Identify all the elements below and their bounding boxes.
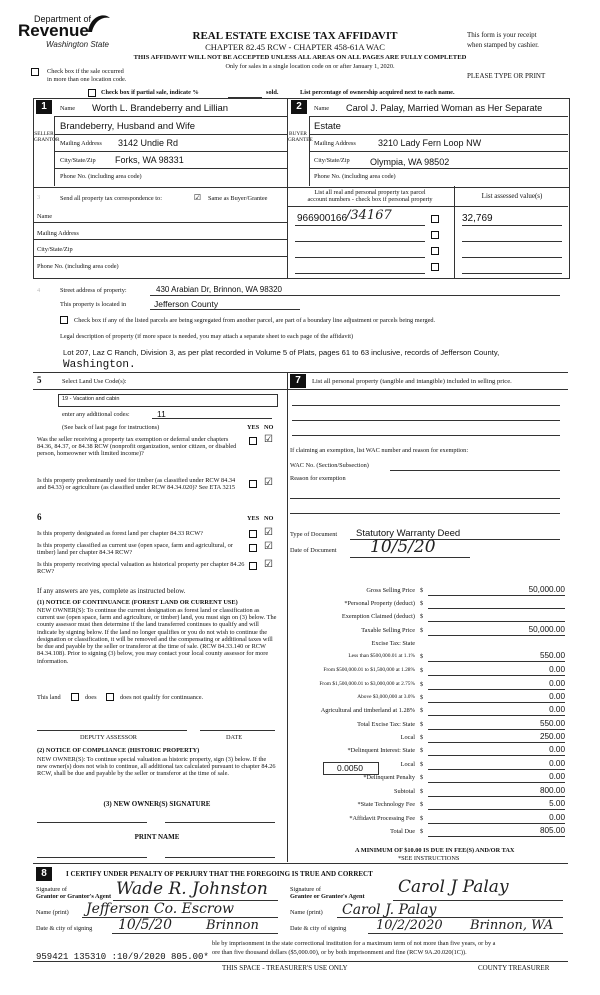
- calc-line: [428, 809, 565, 810]
- receipt-line-2: when stamped by cashier.: [467, 41, 539, 49]
- treasurer-use-label: THIS SPACE - TREASURER'S USE ONLY: [222, 964, 348, 972]
- form-subtitle: CHAPTER 82.45 RCW - CHAPTER 458-61A WAC: [205, 42, 385, 52]
- section-5-number: 5: [37, 375, 42, 385]
- county[interactable]: Jefferson County: [154, 299, 219, 309]
- grantor-sig-label-1: Signature of: [36, 886, 67, 893]
- calc-personal-label: *Personal Property (deduct): [344, 600, 415, 607]
- buyer-side-label: BUYER GRANTEE: [288, 131, 313, 143]
- dollar-sign: $: [420, 681, 424, 688]
- county-treasurer-label: COUNTY TREASURER: [478, 964, 550, 972]
- additional-codes[interactable]: 11: [157, 409, 166, 419]
- calc-taxable-value[interactable]: 50,000.00: [528, 625, 565, 634]
- calc-line: [428, 742, 565, 743]
- sec6-question-3: Is this property receiving special valuation as historical property per chapter 84.26 RCW?: [37, 561, 245, 576]
- seller-name-2[interactable]: Brandeberry, Husband and Wife: [60, 121, 196, 132]
- calc-gross-label: Gross Selling Price: [366, 587, 415, 594]
- calc-excise-state-label: Excise Tax: State: [371, 640, 415, 647]
- parcel-number[interactable]: 966900166: [297, 213, 348, 224]
- calc-tier4-label: Above $3,000,000 at 3.0%: [357, 694, 415, 700]
- dollar-sign: $: [420, 653, 424, 660]
- sec6-yes-label: YES: [247, 515, 260, 522]
- calc-delinq-int-state-label: *Delinquent Interest: State: [347, 747, 415, 754]
- corr-mail-label: Mailing Address: [37, 230, 79, 237]
- land-qualify-a: This land: [37, 694, 61, 701]
- calc-line: [428, 755, 565, 756]
- calc-exemption-label: Exemption Claimed (deduct): [341, 613, 415, 620]
- perjury-line-1: ble by imprisonment in the state correctional institution for a maximum term of not more than five years, or by a: [212, 940, 496, 947]
- dollar-sign: $: [420, 747, 424, 754]
- parcel-2-personal-checkbox[interactable]: [431, 231, 439, 239]
- calc-tier1-value[interactable]: 550.00: [539, 651, 565, 660]
- please-type: PLEASE TYPE OR PRINT: [467, 72, 546, 80]
- notice-1-title: (1) NOTICE OF CONTINUANCE (FOREST LAND OR CURRENT USE): [37, 599, 238, 606]
- calc-total-due-label: Total Due: [390, 828, 415, 835]
- section-3-number: 3: [37, 194, 41, 201]
- sec6-q1-no-checkbox[interactable]: ☑: [264, 527, 273, 538]
- corr-city-label: City/State/Zip: [37, 246, 73, 253]
- exemption-label: If claiming an exemption, list WAC number and reason for exemption:: [290, 447, 469, 454]
- land-use-code: 19 - Vacation and cabin: [62, 396, 120, 402]
- calc-gross-value[interactable]: 50,000.00: [528, 585, 565, 594]
- see-back-text: (See back of last page for instructions): [62, 424, 160, 431]
- new-owner-signature-label: (3) NEW OWNER(S) SIGNATURE: [103, 800, 211, 808]
- date-label: DATE: [226, 734, 243, 741]
- segregated-text: Check box if any of the listed parcels are being segregated from another parcel, are part of a boundary line adjustment or parcels being merged.: [74, 317, 436, 324]
- sec5-question-1: Was the seller receiving a property tax exemption or deferral under chapters 84.36, 84.37, or 84.38 RCW (nonprofit organization, senior citizen, or disabled person, homeowner with limited income)?: [37, 436, 237, 458]
- sec6-q2-yes-checkbox[interactable]: [249, 544, 257, 552]
- dollar-sign: $: [420, 694, 424, 701]
- grantee-name-label: Name (print): [290, 909, 323, 916]
- calc-delinq-int-state-value[interactable]: 0.00: [549, 745, 565, 754]
- assessed-header: List assessed value(s): [481, 192, 543, 200]
- grantee-sig-label-2: Grantee or Grantee's Agent: [290, 893, 365, 900]
- calc-agri-value[interactable]: 0.00: [549, 705, 565, 714]
- sec5-q1-yes-checkbox[interactable]: [249, 437, 257, 445]
- parcel-header-2: account numbers - check box if personal property: [307, 196, 433, 203]
- parcel-3-personal-checkbox[interactable]: [431, 247, 439, 255]
- calc-line: [428, 608, 565, 609]
- corr-phone-label: Phone No. (including area code): [37, 263, 119, 270]
- same-as-buyer-checkbox[interactable]: ☑: [193, 193, 202, 202]
- deputy-assessor-label: DEPUTY ASSESSOR: [80, 734, 137, 741]
- buyer-city-label: City/State/Zip: [314, 157, 350, 164]
- seller-side-label: SELLER GRANTOR: [34, 131, 60, 143]
- calc-line: [428, 715, 565, 716]
- sec5-yes-label: YES: [247, 424, 260, 431]
- parcel-4-personal-checkbox[interactable]: [431, 263, 439, 271]
- calc-line: [428, 702, 565, 703]
- land-does-not-checkbox[interactable]: [106, 693, 114, 701]
- sec5-no-label: NO: [264, 424, 274, 431]
- dor-logo-swoosh-icon: [84, 10, 112, 36]
- legal-label: Legal description of property (if more space is needed, you may attach a separate sheet to each page of the affidavit): [60, 333, 354, 340]
- grantee-print-name[interactable]: Carol J. Palay: [342, 902, 437, 918]
- calc-tier3-value[interactable]: 0.00: [549, 679, 565, 688]
- calc-line: [428, 782, 565, 783]
- calc-line: [428, 661, 565, 662]
- calc-total-state-label: Total Excise Tax: State: [357, 721, 415, 728]
- multi-location-text-2: in more than one location code.: [47, 76, 127, 83]
- section-1-number: 1: [36, 100, 52, 114]
- calc-line: [428, 769, 565, 770]
- calc-subtotal-label: Subtotal: [394, 788, 415, 795]
- grantor-sig-label-2: Grantor or Grantor's Agent: [36, 893, 112, 900]
- calc-line: [428, 621, 565, 622]
- calc-total-state-value[interactable]: 550.00: [539, 719, 565, 728]
- located-label: This property is located in: [60, 301, 127, 308]
- land-qualify-b: does: [85, 694, 97, 701]
- dollar-sign: $: [420, 774, 424, 781]
- legal-description-2[interactable]: Washington.: [63, 359, 136, 371]
- grantee-signature[interactable]: Carol J Palay: [398, 877, 509, 897]
- calc-taxable-label: Taxable Selling Price: [361, 627, 415, 634]
- seller-mail[interactable]: 3142 Undie Rd: [118, 138, 179, 148]
- notice-1-body: NEW OWNER(S): To continue the current designation as forest land or classification as current use (open space, farm and agriculture, or timber) land, you must sign on (3) below. The county assessor must then determine if the land transferred continues to qualify and will indicate by signing below. If the land no longer qualifies or you do not wish to continue the designation or classification, it will be removed and the compensating or additional taxes will be due and payable by the seller or transferor at the time of sale. (RCW 84.33.140 or RCW 84.34.108). Prior to signing (3) below, you may contact your local county assessor for more information.: [37, 607, 277, 665]
- seller-phone-label: Phone No. (including area code): [60, 173, 142, 180]
- dollar-sign: $: [420, 788, 424, 795]
- calc-local-label: Local: [400, 734, 415, 741]
- dollar-sign: $: [420, 721, 424, 728]
- grantee-date[interactable]: 10/2/2020: [376, 918, 443, 933]
- calc-line: [428, 689, 565, 690]
- seller-mail-label: Mailing Address: [60, 140, 102, 147]
- sec6-question-2: Is this property classified as current use (open space, farm and agricultural, or timber) land per chapter 84.34 RCW?: [37, 542, 233, 557]
- seller-city[interactable]: Forks, WA 98331: [115, 155, 184, 165]
- sec5-q2-yes-checkbox[interactable]: [249, 480, 257, 488]
- calc-line: [428, 729, 565, 730]
- multi-location-checkbox[interactable]: [31, 68, 39, 76]
- section-2-number: 2: [291, 100, 307, 114]
- see-instructions: *SEE INSTRUCTIONS: [398, 855, 460, 862]
- street-label: Street address of property:: [60, 287, 127, 294]
- grantor-name-label: Name (print): [36, 909, 69, 916]
- parcel-header-1: List all real and personal property tax parcel: [314, 189, 426, 196]
- grantor-signature[interactable]: Wade R. Johnston: [116, 879, 268, 899]
- dollar-sign: $: [420, 761, 424, 768]
- dollar-sign: $: [420, 707, 424, 714]
- correspondence-label: Send all property tax correspondence to:: [60, 195, 162, 202]
- grantor-city[interactable]: Brinnon: [206, 918, 259, 933]
- certify-title: I CERTIFY UNDER PENALTY OF PERJURY THAT THE FOREGOING IS TRUE AND CORRECT: [66, 870, 373, 878]
- sec6-q3-yes-checkbox[interactable]: [249, 562, 257, 570]
- grantor-date[interactable]: 10/5/20: [118, 917, 172, 933]
- calc-line: [428, 675, 565, 676]
- dollar-sign: $: [420, 627, 424, 634]
- same-as-buyer-label: Same as Buyer/Grantee: [208, 195, 268, 202]
- calc-line: [428, 595, 565, 596]
- calc-line: [428, 836, 565, 837]
- street-address[interactable]: 430 Arabian Dr, Brinnon, WA 98320: [156, 285, 283, 294]
- doc-type-label: Type of Document: [290, 531, 338, 538]
- dollar-sign: $: [420, 801, 424, 808]
- land-use-label: Select Land Use Code(s):: [62, 378, 127, 385]
- calc-processing-fee-label: *Affidavit Processing Fee: [349, 815, 415, 822]
- dollar-sign: $: [420, 600, 424, 607]
- calc-line: [428, 823, 565, 824]
- form-warning: THIS AFFIDAVIT WILL NOT BE ACCEPTED UNLESS ALL AREAS ON ALL PAGES ARE FULLY COMPLETED: [133, 54, 467, 61]
- reason-label: Reason for exemption: [290, 475, 346, 482]
- calc-tier2-label: From $500,000.01 to $1,500,000 at 1.28%: [323, 667, 415, 673]
- calc-line: [428, 796, 565, 797]
- buyer-name-1[interactable]: Carol J. Palay, Married Woman as Her Separate: [346, 103, 543, 113]
- notice-2-title: (2) NOTICE OF COMPLIANCE (HISTORIC PROPERTY): [37, 747, 200, 754]
- segregated-checkbox[interactable]: [60, 316, 68, 324]
- seller-name-label: Name: [60, 105, 76, 112]
- calc-agri-label: Agricultural and timberland at 1.28%: [320, 707, 415, 714]
- calc-tier2-value[interactable]: 0.00: [549, 665, 565, 674]
- section-6-number: 6: [37, 512, 42, 522]
- section-7-number: 7: [290, 374, 306, 388]
- sec6-q3-no-checkbox[interactable]: ☑: [264, 559, 273, 570]
- land-qualify-c: does not qualify for continuance.: [120, 694, 204, 701]
- buyer-mail[interactable]: 3210 Lady Fern Loop NW: [378, 138, 482, 148]
- minimum-due: A MINIMUM OF $10.00 IS DUE IN FEE(S) AND/OR TAX: [355, 847, 515, 854]
- calc-tier1-label: Less than $500,000.01 at 1.1%: [348, 653, 415, 659]
- calc-processing-fee-value[interactable]: 0.00: [549, 813, 565, 822]
- calc-tier4-value[interactable]: 0.00: [549, 692, 565, 701]
- buyer-name-2[interactable]: Estate: [314, 121, 341, 132]
- calc-delinq-int-local-label: Local: [400, 761, 415, 768]
- dor-logo-state: Washington State: [46, 40, 110, 49]
- dollar-sign: $: [420, 613, 424, 620]
- section-8-number: 8: [36, 867, 52, 881]
- sec6-no-label: NO: [264, 515, 274, 522]
- buyer-name-label: Name: [314, 105, 330, 112]
- dollar-sign: $: [420, 587, 424, 594]
- form-title: REAL ESTATE EXCISE TAX AFFIDAVIT: [192, 30, 398, 42]
- sec6-if-yes: If any answers are yes, complete as instructed below.: [37, 587, 186, 595]
- grantee-city[interactable]: Brinnon, WA: [470, 918, 554, 933]
- buyer-city[interactable]: Olympia, WA 98502: [370, 157, 450, 167]
- ownership-text: List percentage of ownership acquired next to each name.: [300, 89, 455, 96]
- grantor-date-label: Date & city of signing: [36, 925, 93, 932]
- parcel-number-handwritten[interactable]: /34167: [346, 208, 392, 223]
- form-only-line: Only for sales in a single location code on or after January 1, 2020.: [225, 63, 395, 70]
- parcel-1-personal-checkbox[interactable]: [431, 215, 439, 223]
- doc-date-label: Date of Document: [290, 547, 337, 554]
- seller-city-label: City/State/Zip: [60, 157, 96, 164]
- local-rate: 0.0050: [337, 763, 363, 773]
- buyer-phone-label: Phone No. (including area code): [314, 173, 396, 180]
- section-4-number: 4: [37, 287, 41, 294]
- personal-property-label: List all personal property (tangible and intangible) included in selling price.: [312, 378, 512, 385]
- buyer-mail-label: Mailing Address: [314, 140, 356, 147]
- calc-tier3-label: From $1,500,000.01 to $3,000,000 at 2.75%: [319, 681, 415, 687]
- grantee-date-label: Date & city of signing: [290, 925, 347, 932]
- doc-type[interactable]: Statutory Warranty Deed: [356, 528, 461, 539]
- sec5-q1-no-checkbox[interactable]: ☑: [264, 434, 273, 445]
- sec6-question-1: Is this property designated as forest land per chapter 84.33 RCW?: [37, 530, 203, 537]
- dollar-sign: $: [420, 667, 424, 674]
- wac-label: WAC No. (Section/Subsection): [290, 462, 369, 469]
- additional-codes-label: enter any additional codes:: [62, 411, 130, 418]
- dor-logo-name: Revenue: [18, 21, 89, 40]
- print-name-label: PRINT NAME: [134, 833, 180, 841]
- notice-2-body: NEW OWNER(S): To continue special valuation as historic property, sign (3) below. If the new owner(s) does not wish to continue, all additional tax calculated pursuant to chapter 84.26 RCW, shall be due and payable by the seller or transferor at the time of sale.: [37, 756, 276, 778]
- sec6-q2-no-checkbox[interactable]: ☑: [264, 541, 273, 552]
- grantee-sig-label-1: Signature of: [290, 886, 321, 893]
- grantor-print-name[interactable]: Jefferson Co. Escrow: [86, 901, 235, 917]
- dor-logo-dept: Department of: [34, 14, 92, 24]
- calc-subtotal-value[interactable]: 800.00: [539, 786, 565, 795]
- calc-total-due-value[interactable]: 805.00: [539, 826, 565, 835]
- partial-sale-text: Check box if partial sale, indicate %: [101, 89, 199, 96]
- treasurer-stamp: 959421 135310 :10/9/2020 805.00*: [36, 952, 209, 962]
- dollar-sign: $: [420, 734, 424, 741]
- multi-location-text-1: Check box if the sale occurred: [47, 68, 124, 75]
- calc-delinq-penalty-value[interactable]: 0.00: [549, 772, 565, 781]
- legal-description-1[interactable]: Lot 207, Laz C Ranch, Division 3, as per plat recorded in Volume 5 of Plats, pages 61 to 63 inclusive, records of Jefferson County,: [63, 348, 500, 357]
- perjury-line-2: ore than five thousand dollars ($5,000.00), or by both imprisonment and fine (RCW 9A.20.020(1C)).: [212, 949, 467, 956]
- dollar-sign: $: [420, 828, 424, 835]
- doc-date[interactable]: 10/5/20: [370, 537, 436, 557]
- partial-sold-text: sold.: [266, 89, 279, 96]
- calc-tech-fee-value[interactable]: 5.00: [549, 799, 565, 808]
- calc-delinq-int-local-value[interactable]: 0.00: [549, 759, 565, 768]
- sec5-q2-no-checkbox[interactable]: ☑: [264, 477, 273, 488]
- corr-name-label: Name: [37, 213, 53, 220]
- calc-line: [428, 635, 565, 636]
- calc-delinq-penalty-label: *Delinquent Penalty: [363, 774, 415, 781]
- sec5-question-2: Is this property predominantly used for timber (as classified under RCW 84.34 and 84.33) or agriculture (as classified under RCW 84.34.020)? See ETA 3215: [37, 477, 236, 492]
- calc-local-value[interactable]: 250.00: [539, 732, 565, 741]
- calc-tech-fee-label: *State Technology Fee: [357, 801, 415, 808]
- assessed-value[interactable]: 32,769: [462, 213, 493, 224]
- seller-name-1[interactable]: Worth L. Brandeberry and Lillian: [92, 103, 229, 114]
- dollar-sign: $: [420, 815, 424, 822]
- sec6-q1-yes-checkbox[interactable]: [249, 530, 257, 538]
- land-does-checkbox[interactable]: [71, 693, 79, 701]
- receipt-line-1: This form is your receipt: [467, 31, 537, 39]
- partial-sale-checkbox[interactable]: [88, 89, 96, 97]
